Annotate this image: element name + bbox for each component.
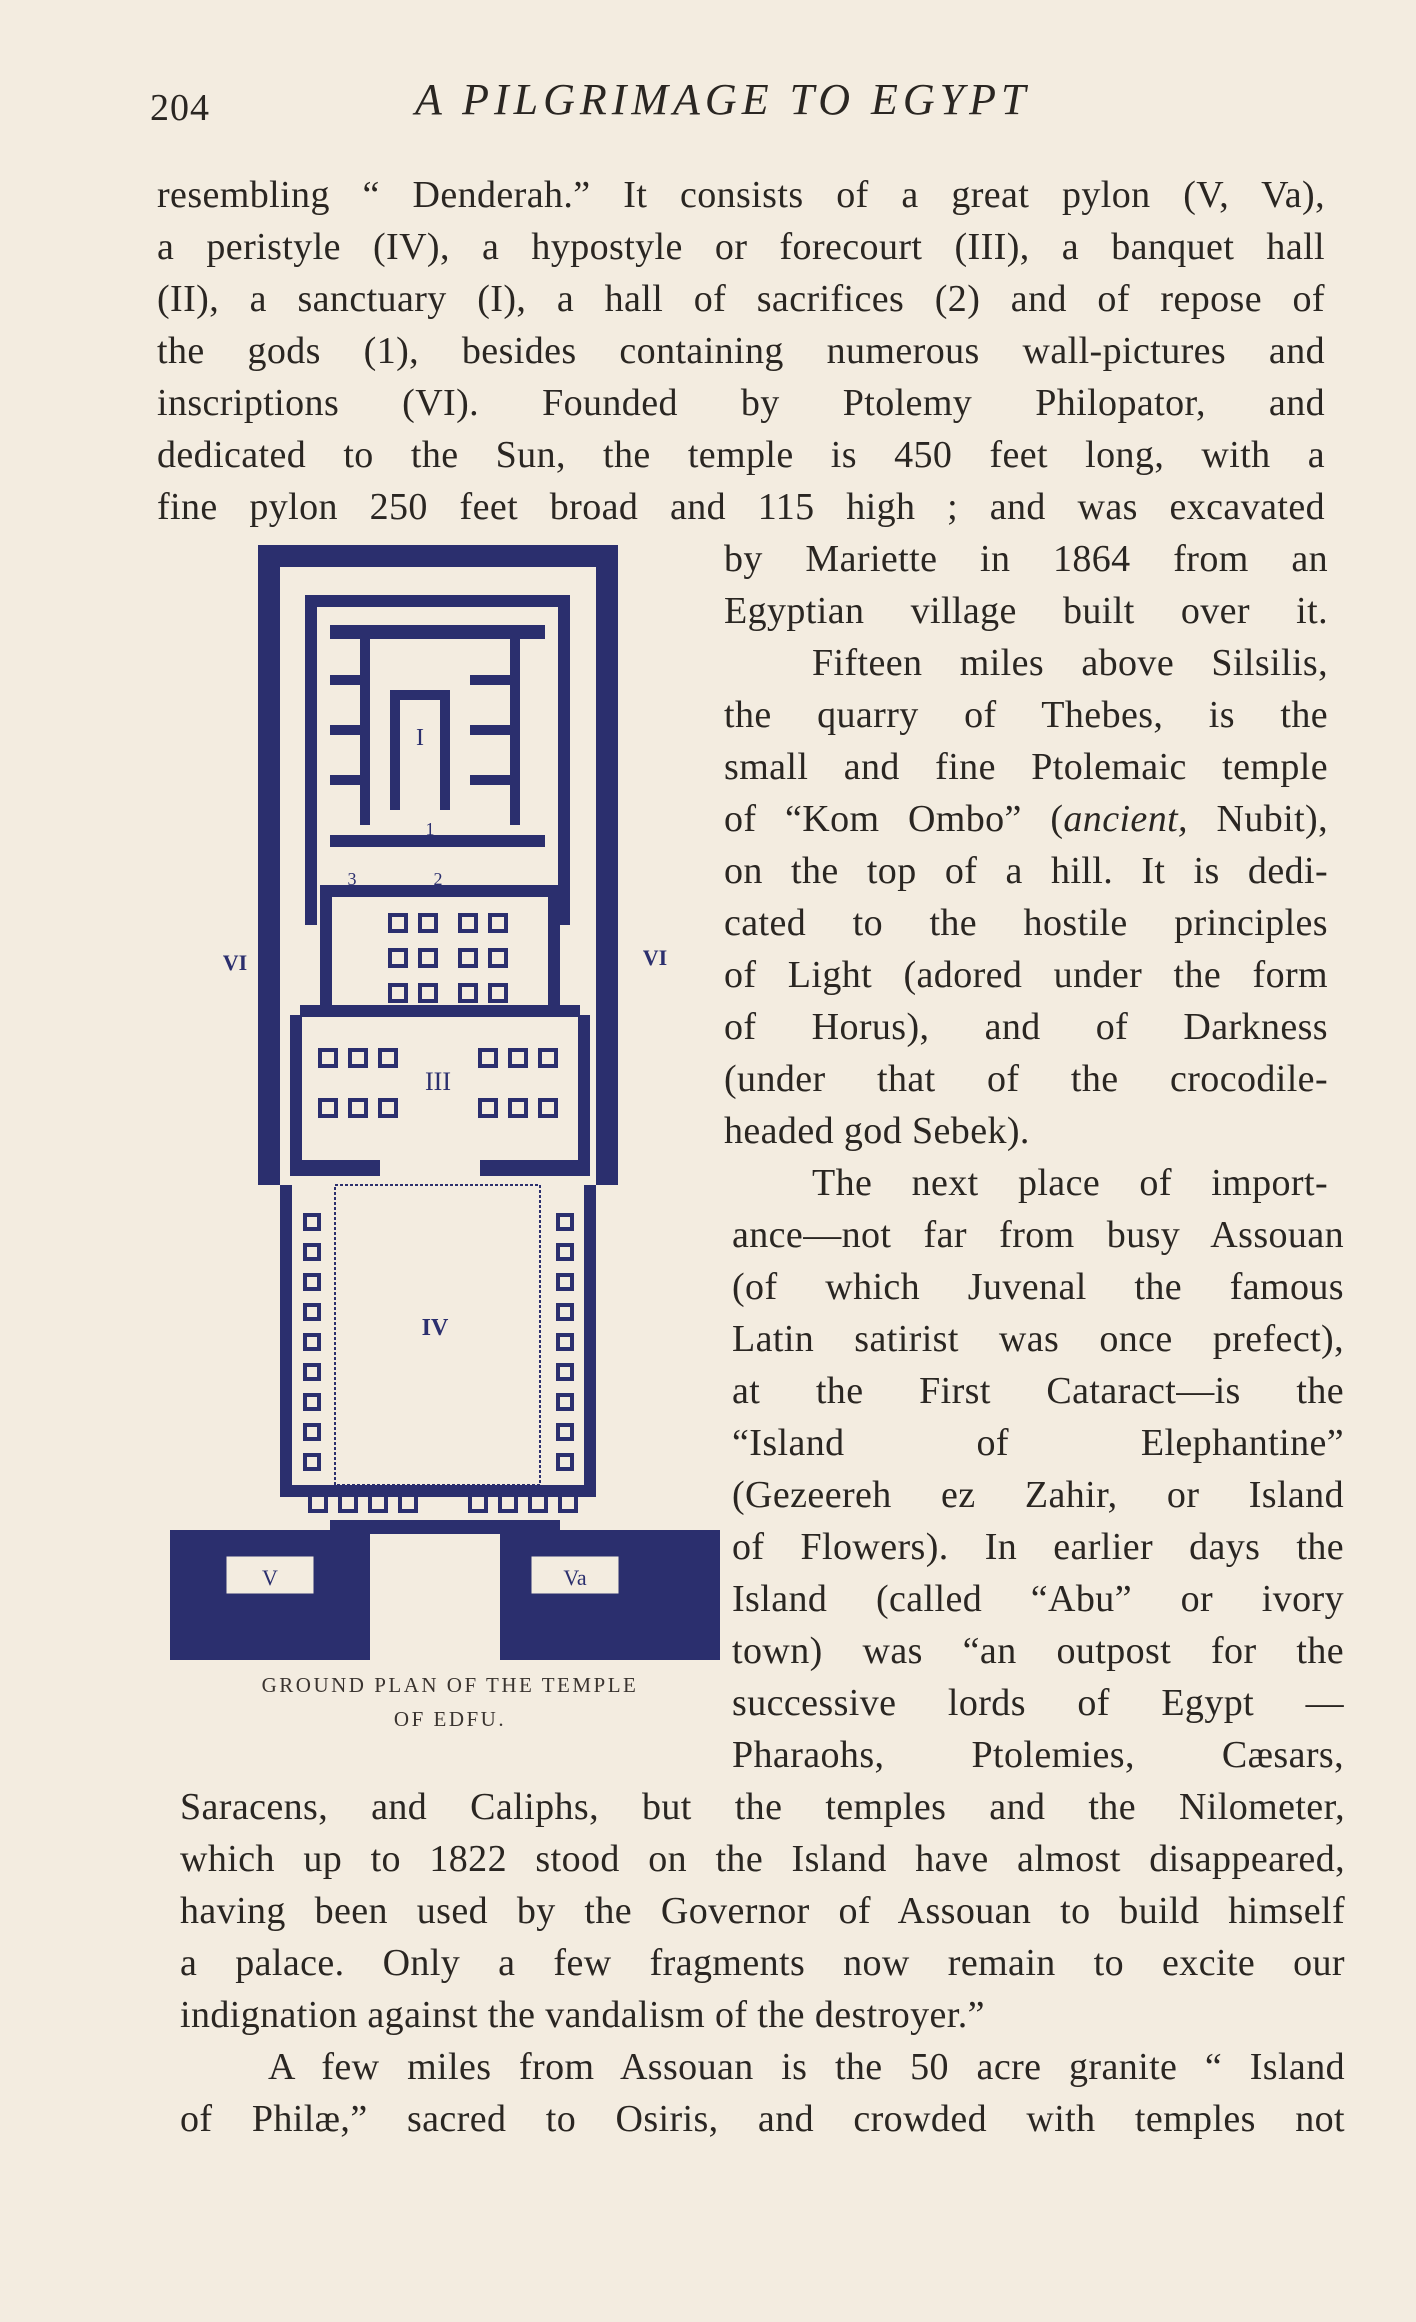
text-line: “Island of Elephantine” [732, 1422, 1344, 1464]
figure-caption [200, 1668, 700, 1736]
text-line: the gods (1), besides containing numerous wall-pictures and [157, 330, 1325, 372]
text-line: inscriptions (VI). Founded by Ptolemy Philopator, and [157, 382, 1325, 424]
book-title: A PILGRIMAGE TO EGYPT [415, 75, 1031, 124]
text-line: Island (called “Abu” or ivory [732, 1578, 1344, 1620]
text-line: (under that of the crocodile- [724, 1058, 1328, 1100]
caption-line-2: OF EDFU. [393, 1707, 507, 1731]
label-sanctuary: I [416, 725, 424, 751]
text-line: (II), a sanctuary (I), a hall of sacrifices (2) and of repose of [157, 278, 1325, 320]
text-line: headed god Sebek). [724, 1110, 1030, 1152]
text-line: ance—not far from busy Assouan [732, 1214, 1344, 1256]
italic-ancient: ancient, [1063, 798, 1188, 840]
text-line: of Horus), and of Darkness [724, 1006, 1328, 1048]
page-number: 204 [150, 87, 210, 129]
label-walls-left: VI [222, 950, 248, 975]
text-line: Saracens, and Caliphs, but the temples and the Nilometer, [180, 1786, 1345, 1828]
text-line: A few miles from Assouan is the 50 acre granite “ Island [268, 2046, 1345, 2088]
text-line: Pharaohs, Ptolemies, Cæsars, [732, 1734, 1344, 1776]
caption-line-1: GROUND PLAN OF THE TEMPLE [261, 1673, 639, 1697]
label-room-3: 3 [347, 869, 357, 889]
text-line: successive lords of Egypt — [732, 1682, 1344, 1724]
text-line: cated to the hostile principles [724, 902, 1328, 944]
text-line: a palace. Only a few fragments now remain to excite our [180, 1942, 1345, 1984]
text-line: of Philæ,” sacred to Osiris, and crowded with temples not [180, 2098, 1345, 2140]
enclosure-wall-right [596, 545, 618, 1185]
text-line: of Flowers). In earlier days the [732, 1526, 1344, 1568]
text-line: having been used by the Governor of Assouan to build himself [180, 1890, 1345, 1932]
text-line: of Light (adored under the form [724, 954, 1328, 996]
text-line: (Gezeereh ez Zahir, or Island [732, 1474, 1344, 1516]
text-line: Egyptian village built over it. [724, 590, 1328, 632]
running-head [150, 74, 1350, 134]
text-line: Fifteen miles above Silsilis, [812, 642, 1328, 684]
label-peristyle: IV [421, 1315, 449, 1341]
text-line-with-italic: of “Kom Ombo” (ancient, Nubit), [724, 798, 1328, 840]
label-pylon-left: V [262, 1565, 278, 1590]
text-line: Latin satirist was once prefect), [732, 1318, 1344, 1360]
text-line: by Mariette in 1864 from an [724, 538, 1328, 580]
text-line: at the First Cataract—is the [732, 1370, 1344, 1412]
enclosure-wall-top [258, 545, 618, 567]
text-line: dedicated to the Sun, the temple is 450 feet long, with a [157, 434, 1325, 476]
label-hypostyle: III [425, 1067, 451, 1096]
text-line: town) was “an outpost for the [732, 1630, 1344, 1672]
text-line: the quarry of Thebes, is the [724, 694, 1328, 736]
text-line: a peristyle (IV), a hypostyle or forecourt (III), a banquet hall [157, 226, 1325, 268]
enclosure-wall-left [258, 545, 280, 1185]
text-line: resembling “ Denderah.” It consists of a great pylon (V, Va), [157, 174, 1325, 216]
text-line: The next place of import- [812, 1162, 1328, 1204]
text-line: small and fine Ptolemaic temple [724, 746, 1328, 788]
text-line: indignation against the vandalism of the destroyer.” [180, 1994, 985, 2036]
text-line: (of which Juvenal the famous [732, 1266, 1344, 1308]
text-line: which up to 1822 stood on the Island have almost disappeared, [180, 1838, 1345, 1880]
label-sacrifices: 2 [433, 869, 443, 889]
temple-ground-plan [170, 545, 720, 1670]
text-line: on the top of a hill. It is dedi- [724, 850, 1328, 892]
label-repose: 1 [425, 819, 435, 839]
text-line: fine pylon 250 feet broad and 115 high ; and was excavated [157, 486, 1325, 528]
label-walls-right: VI [642, 945, 668, 970]
label-pylon-right: Va [563, 1565, 587, 1590]
